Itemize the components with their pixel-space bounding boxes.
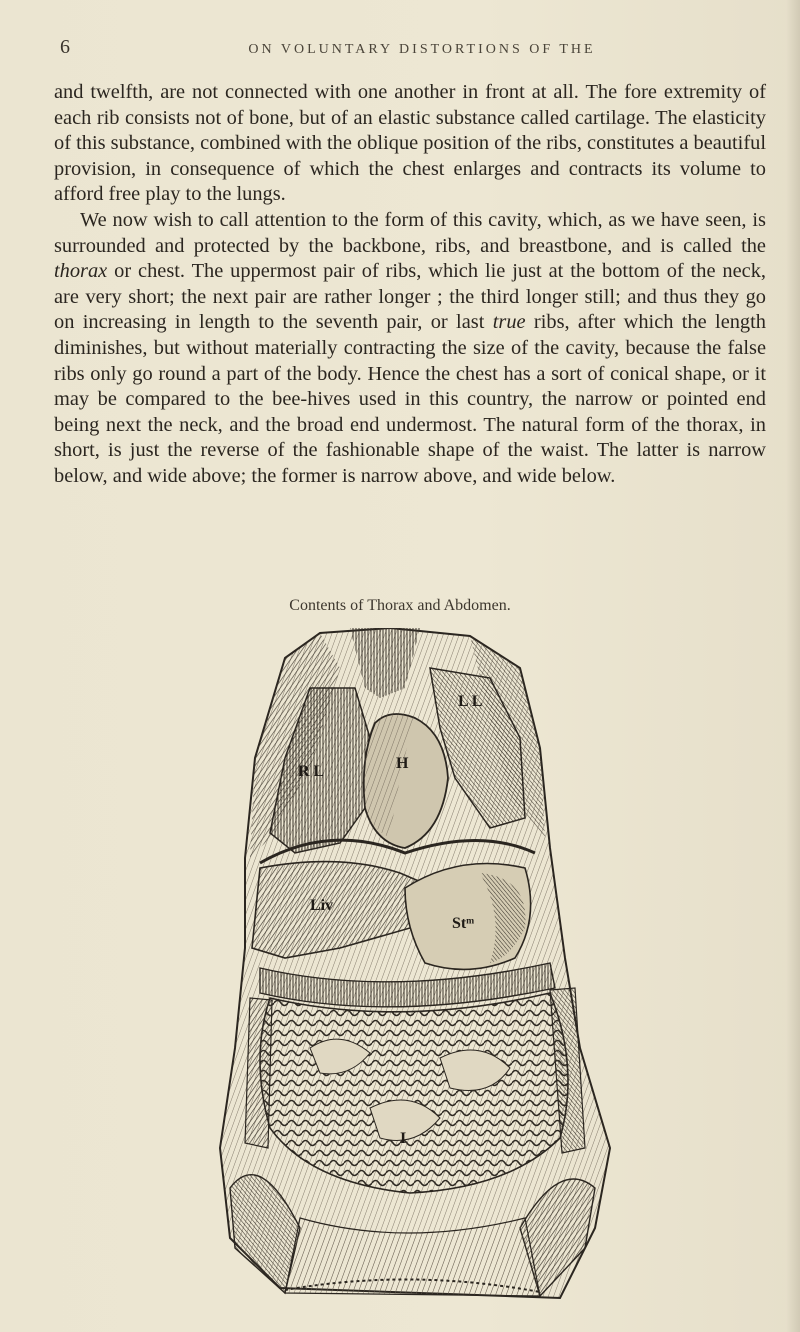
label-heart: H (396, 755, 409, 772)
anatomy-illustration (190, 628, 620, 1303)
ascending-colon (245, 998, 272, 1148)
page-header (60, 36, 760, 59)
label-liver: Liv (310, 897, 334, 914)
term-thorax: thorax (54, 260, 108, 283)
paragraph-2-text-b: or chest. The uppermost pair of ribs, which lie just at the bottom of the neck, are very short; the next pair are rather longer ; the third longer still; and thus they go on increasing in length to the seventh pair, or last (54, 260, 766, 334)
paragraph-2-text-a: We now wish to call attention to the form of this cavity, which, as we have seen, is surrounded and protected by the backbone, ribs, and breastbone, and is called the (54, 208, 766, 257)
paragraph-1: and twelfth, are not connected with one another in front at all. The fore extremity of each rib consists not of bone, but of an elastic substance called cartilage. The elasticity of this substance, combined with the oblique position of the ribs, constitutes a beautiful provision, in consequence of which the chest enlarges and contracts its volume to afford free play to the lungs. (54, 81, 766, 206)
body-text (54, 80, 766, 490)
paragraph-2-text-c: ribs, after which the length diminishes, but without materially contracting the size of the cavity, because the false ribs only go round a part of the body. Hence the chest has a sort of conical shape, or it may be compared to the bee-hives used in this country, the narrow or pointed end being next the neck, and the broad end undermost. The natural form of the thorax, in short, is just the reverse of the fashionable shape of the waist. The latter is narrow below, and wide above; the former is narrow above, and wide below. (54, 311, 766, 487)
term-true: true (492, 311, 526, 334)
paragraph-2 (54, 208, 766, 490)
label-right-lung: R L (298, 763, 325, 780)
label-stomach: Stᵐ (452, 915, 475, 932)
running-head: ON VOLUNTARY DISTORTIONS OF THE (248, 42, 596, 57)
label-intestine: I (400, 1130, 407, 1147)
page-edge-shadow (786, 0, 800, 1332)
page-number: 6 (60, 36, 70, 58)
label-left-lung: L L (458, 693, 483, 710)
figure-caption: Contents of Thorax and Abdomen. (289, 597, 511, 614)
